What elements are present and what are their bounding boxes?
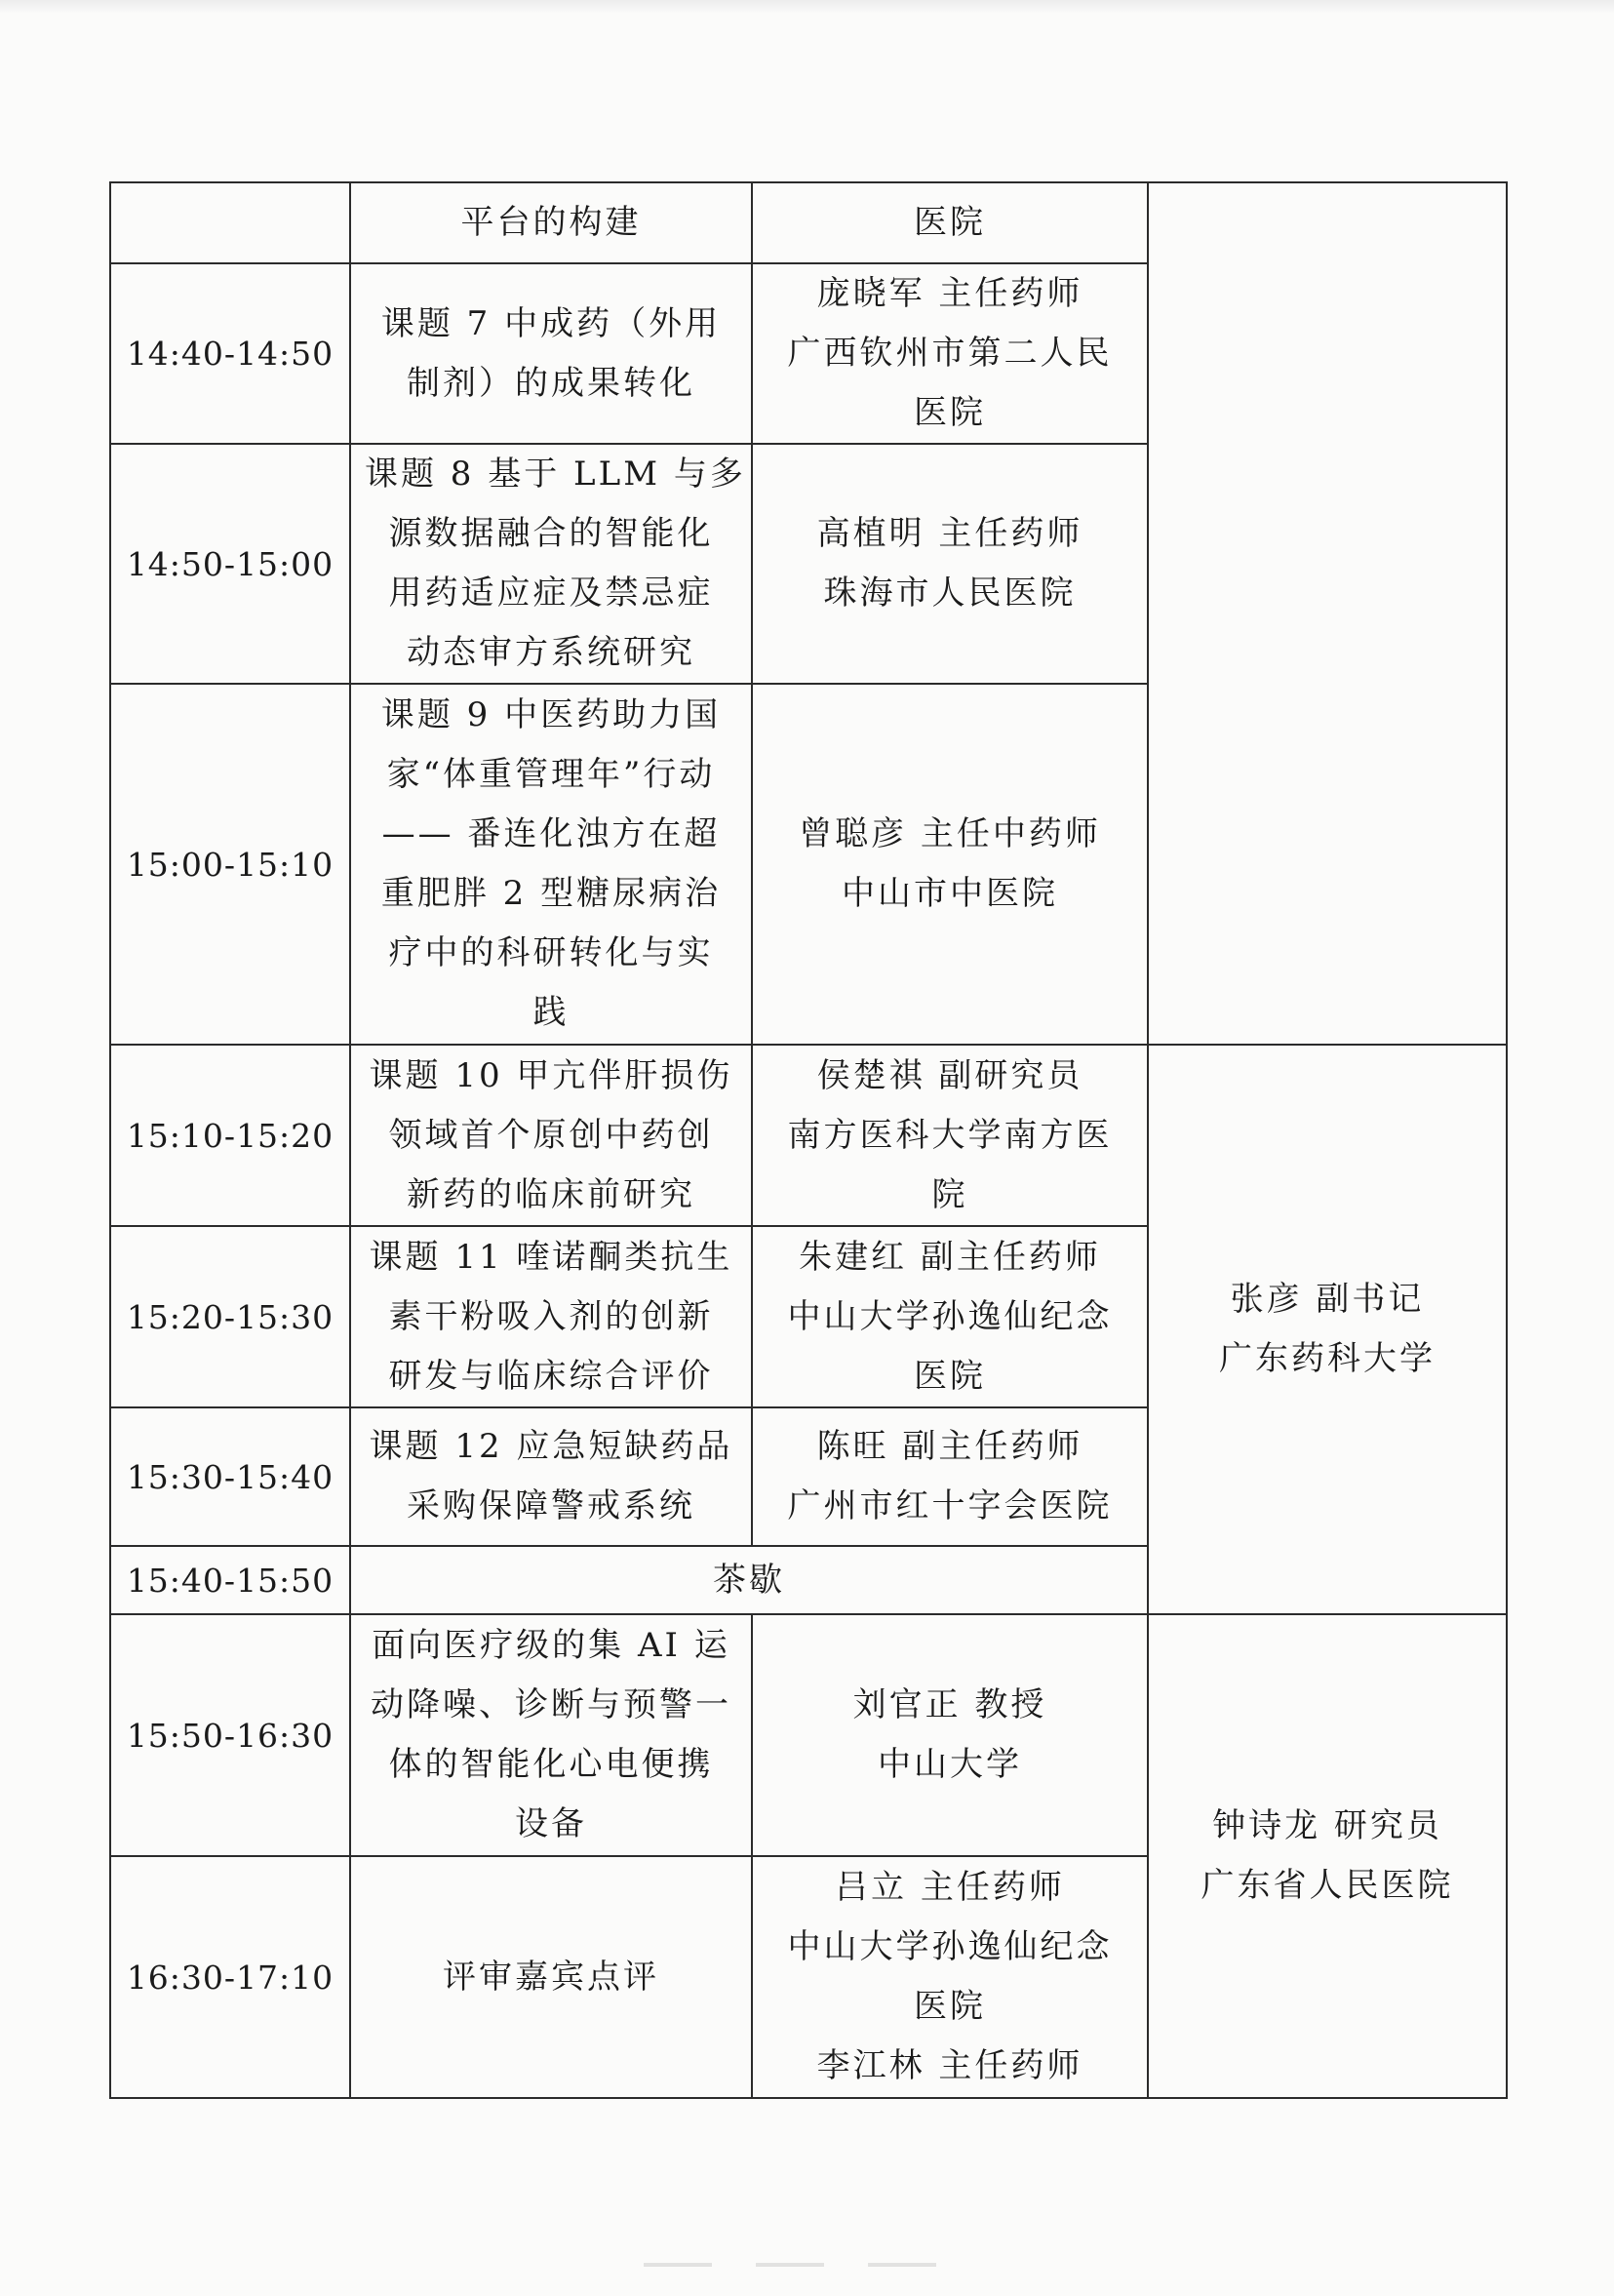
speaker-cell: 陈旺 副主任药师 广州市红十字会医院 (752, 1407, 1148, 1546)
time-cell: 15:10-15:20 (110, 1045, 350, 1226)
speaker-cell: 医院 (752, 182, 1148, 263)
topic-cell: 课题 12 应急短缺药品 采购保障警戒系统 (350, 1407, 752, 1546)
time-cell: 16:30-17:10 (110, 1856, 350, 2098)
time-cell: 15:00-15:10 (110, 684, 350, 1045)
schedule-table (109, 181, 1508, 2099)
speaker-cell: 侯楚祺 副研究员 南方医科大学南方医 院 (752, 1045, 1148, 1226)
time-cell (110, 182, 350, 263)
host-cell: 钟诗龙 研究员 广东省人民医院 (1148, 1614, 1507, 2098)
scan-artifact-mark (756, 2263, 824, 2267)
table-row (110, 1614, 1507, 1856)
speaker-cell: 刘官正 教授 中山大学 (752, 1614, 1148, 1856)
topic-cell: 课题 8 基于 LLM 与多 源数据融合的智能化 用药适应症及禁忌症 动态审方系统研究 (350, 444, 752, 684)
topic-cell: 课题 11 喹诺酮类抗生 素干粉吸入剂的创新 研发与临床综合评价 (350, 1226, 752, 1407)
topic-cell: 课题 9 中医药助力国 家“体重管理年”行动 —— 番连化浊方在超 重肥胖 2 型糖尿病治 疗中的科研转化与实 践 (350, 684, 752, 1045)
host-cell: 张彦 副书记 广东药科大学 (1148, 1045, 1507, 1614)
time-cell: 14:40-14:50 (110, 263, 350, 444)
speaker-cell: 庞晓军 主任药师 广西钦州市第二人民 医院 (752, 263, 1148, 444)
speaker-cell: 朱建红 副主任药师 中山大学孙逸仙纪念 医院 (752, 1226, 1148, 1407)
time-cell: 15:20-15:30 (110, 1226, 350, 1407)
time-cell: 15:40-15:50 (110, 1546, 350, 1614)
topic-cell: 课题 7 中成药（外用 制剂）的成果转化 (350, 263, 752, 444)
time-cell: 15:50-16:30 (110, 1614, 350, 1856)
table-row (110, 1045, 1507, 1226)
speaker-cell: 高植明 主任药师 珠海市人民医院 (752, 444, 1148, 684)
scan-edge (0, 0, 1614, 14)
time-cell: 15:30-15:40 (110, 1407, 350, 1546)
topic-cell: 课题 10 甲亢伴肝损伤 领域首个原创中药创 新药的临床前研究 (350, 1045, 752, 1226)
time-cell: 14:50-15:00 (110, 444, 350, 684)
scan-artifact-mark (868, 2263, 936, 2267)
scan-artifact-mark (644, 2263, 712, 2267)
topic-cell: 平台的构建 (350, 182, 752, 263)
speaker-cell: 吕立 主任药师 中山大学孙逸仙纪念 医院 李江林 主任药师 (752, 1856, 1148, 2098)
tea-break-cell: 茶歇 (350, 1546, 1148, 1614)
topic-cell: 评审嘉宾点评 (350, 1856, 752, 2098)
speaker-cell: 曾聪彦 主任中药师 中山市中医院 (752, 684, 1148, 1045)
topic-cell: 面向医疗级的集 AI 运 动降噪、诊断与预警一 体的智能化心电便携 设备 (350, 1614, 752, 1856)
table-row (110, 182, 1507, 263)
host-cell (1148, 182, 1507, 1045)
scan-artifact (644, 2263, 936, 2273)
